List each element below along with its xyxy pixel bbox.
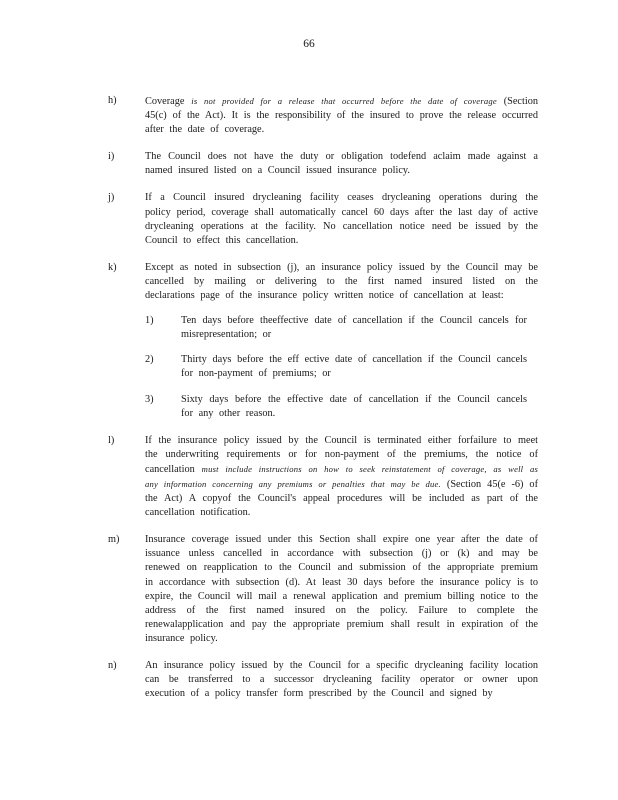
document-body xyxy=(108,94,538,714)
item-letter: i) xyxy=(108,151,115,163)
paragraph-k xyxy=(108,261,538,421)
italic-text: must include instructions on how to seek reinstatement of coverage, as well as any information concerning any premiums or penalties that may be due. xyxy=(145,463,539,489)
paragraph-text: An insurance policy issued by the Council for a specific drycleaning facility location can be transferred to a successor drycleaning facility operator or owner upon execution of a policy transfer form prescribed by the Council and signed by xyxy=(145,660,538,700)
paragraph-text: Insurance coverage issued under this Section shall expire one year after the date of issuance unless cancelled in accordance with subsection (j) or (k) and may be renewed on reapplication to the Council and submission of the appropriate premium in accordance with subsection (d). At least 30 days before the insurance policy is to expire, the Council will mail a renewal application and premium billing notice to the address of the first named insured on the policy. Failure to complete the renewalapplication and pay the appropriate premium shall result in expiration of the insurance policy. xyxy=(145,534,538,644)
paragraph-text: If the insurance policy issued by the Council is terminated either forfailure to meet the underwriting requirements or for non-payment of the premiums, the notice of cancellation xyxy=(145,434,538,475)
paragraph-text: Coverage xyxy=(145,96,185,107)
paragraph-text: The Council does not have the duty or obligation todefend aclaim made against a named insured listed on a Council issued insurance policy. xyxy=(145,151,538,177)
paragraph-text: (Section 45(e -6) of the Act) A copyof the Council's appeal procedures will be included as part of the cancellation notification. xyxy=(145,478,538,519)
sub-item-number: 1) xyxy=(145,315,154,327)
paragraph-n xyxy=(108,659,538,701)
item-letter: m) xyxy=(108,534,120,546)
paragraph-text: Except as noted in subsection (j), an insurance policy issued by the Council may be cancelled by mailing or delivering to the first named insured listed on the declarations page of the insurance policy written notice of cancellation at least: xyxy=(145,261,538,302)
paragraph-j xyxy=(108,191,538,247)
sub-list xyxy=(145,314,538,421)
item-letter: l) xyxy=(108,434,115,446)
paragraph-l xyxy=(108,434,538,521)
sub-item-2 xyxy=(145,353,527,381)
sub-item-text: Ten days before theeffective date of cancellation if the Council cancels for misrepresentation; or xyxy=(181,315,527,341)
paragraph-text: (Section 45(c) of the Act). It is the responsibility of the insured to prove the release occurred after the date of coverage. xyxy=(145,96,539,136)
item-letter: n) xyxy=(108,660,117,671)
sub-item-number: 2) xyxy=(145,354,154,366)
paragraph-i xyxy=(108,150,538,178)
paragraph-m xyxy=(108,533,538,646)
sub-item-text: Sixty days before the effective date of cancellation if the Council cancels for any other reason. xyxy=(181,393,527,419)
page-number: 66 xyxy=(303,38,315,50)
item-letter: k) xyxy=(108,261,117,273)
sub-item-text: Thirty days before the eff ective date of cancellation if the Council cancels for non-payment of premiums; or xyxy=(181,354,527,380)
item-letter: h) xyxy=(108,95,117,106)
item-letter: j) xyxy=(108,192,115,204)
sub-item-number: 3) xyxy=(145,393,154,405)
sub-item-3 xyxy=(145,393,527,421)
paragraph-text: If a Council insured drycleaning facility ceases drycleaning operations during the policy period, coverage shall automatically cancel 60 days after the last day of active drycleaning operations at the facility. No cancellation notice need be issued by the Council to effect this cancellation. xyxy=(145,192,538,246)
sub-item-1 xyxy=(145,314,527,342)
italic-text: is not provided for a release that occurred before the date of coverage xyxy=(191,96,497,106)
paragraph-h xyxy=(108,94,538,137)
